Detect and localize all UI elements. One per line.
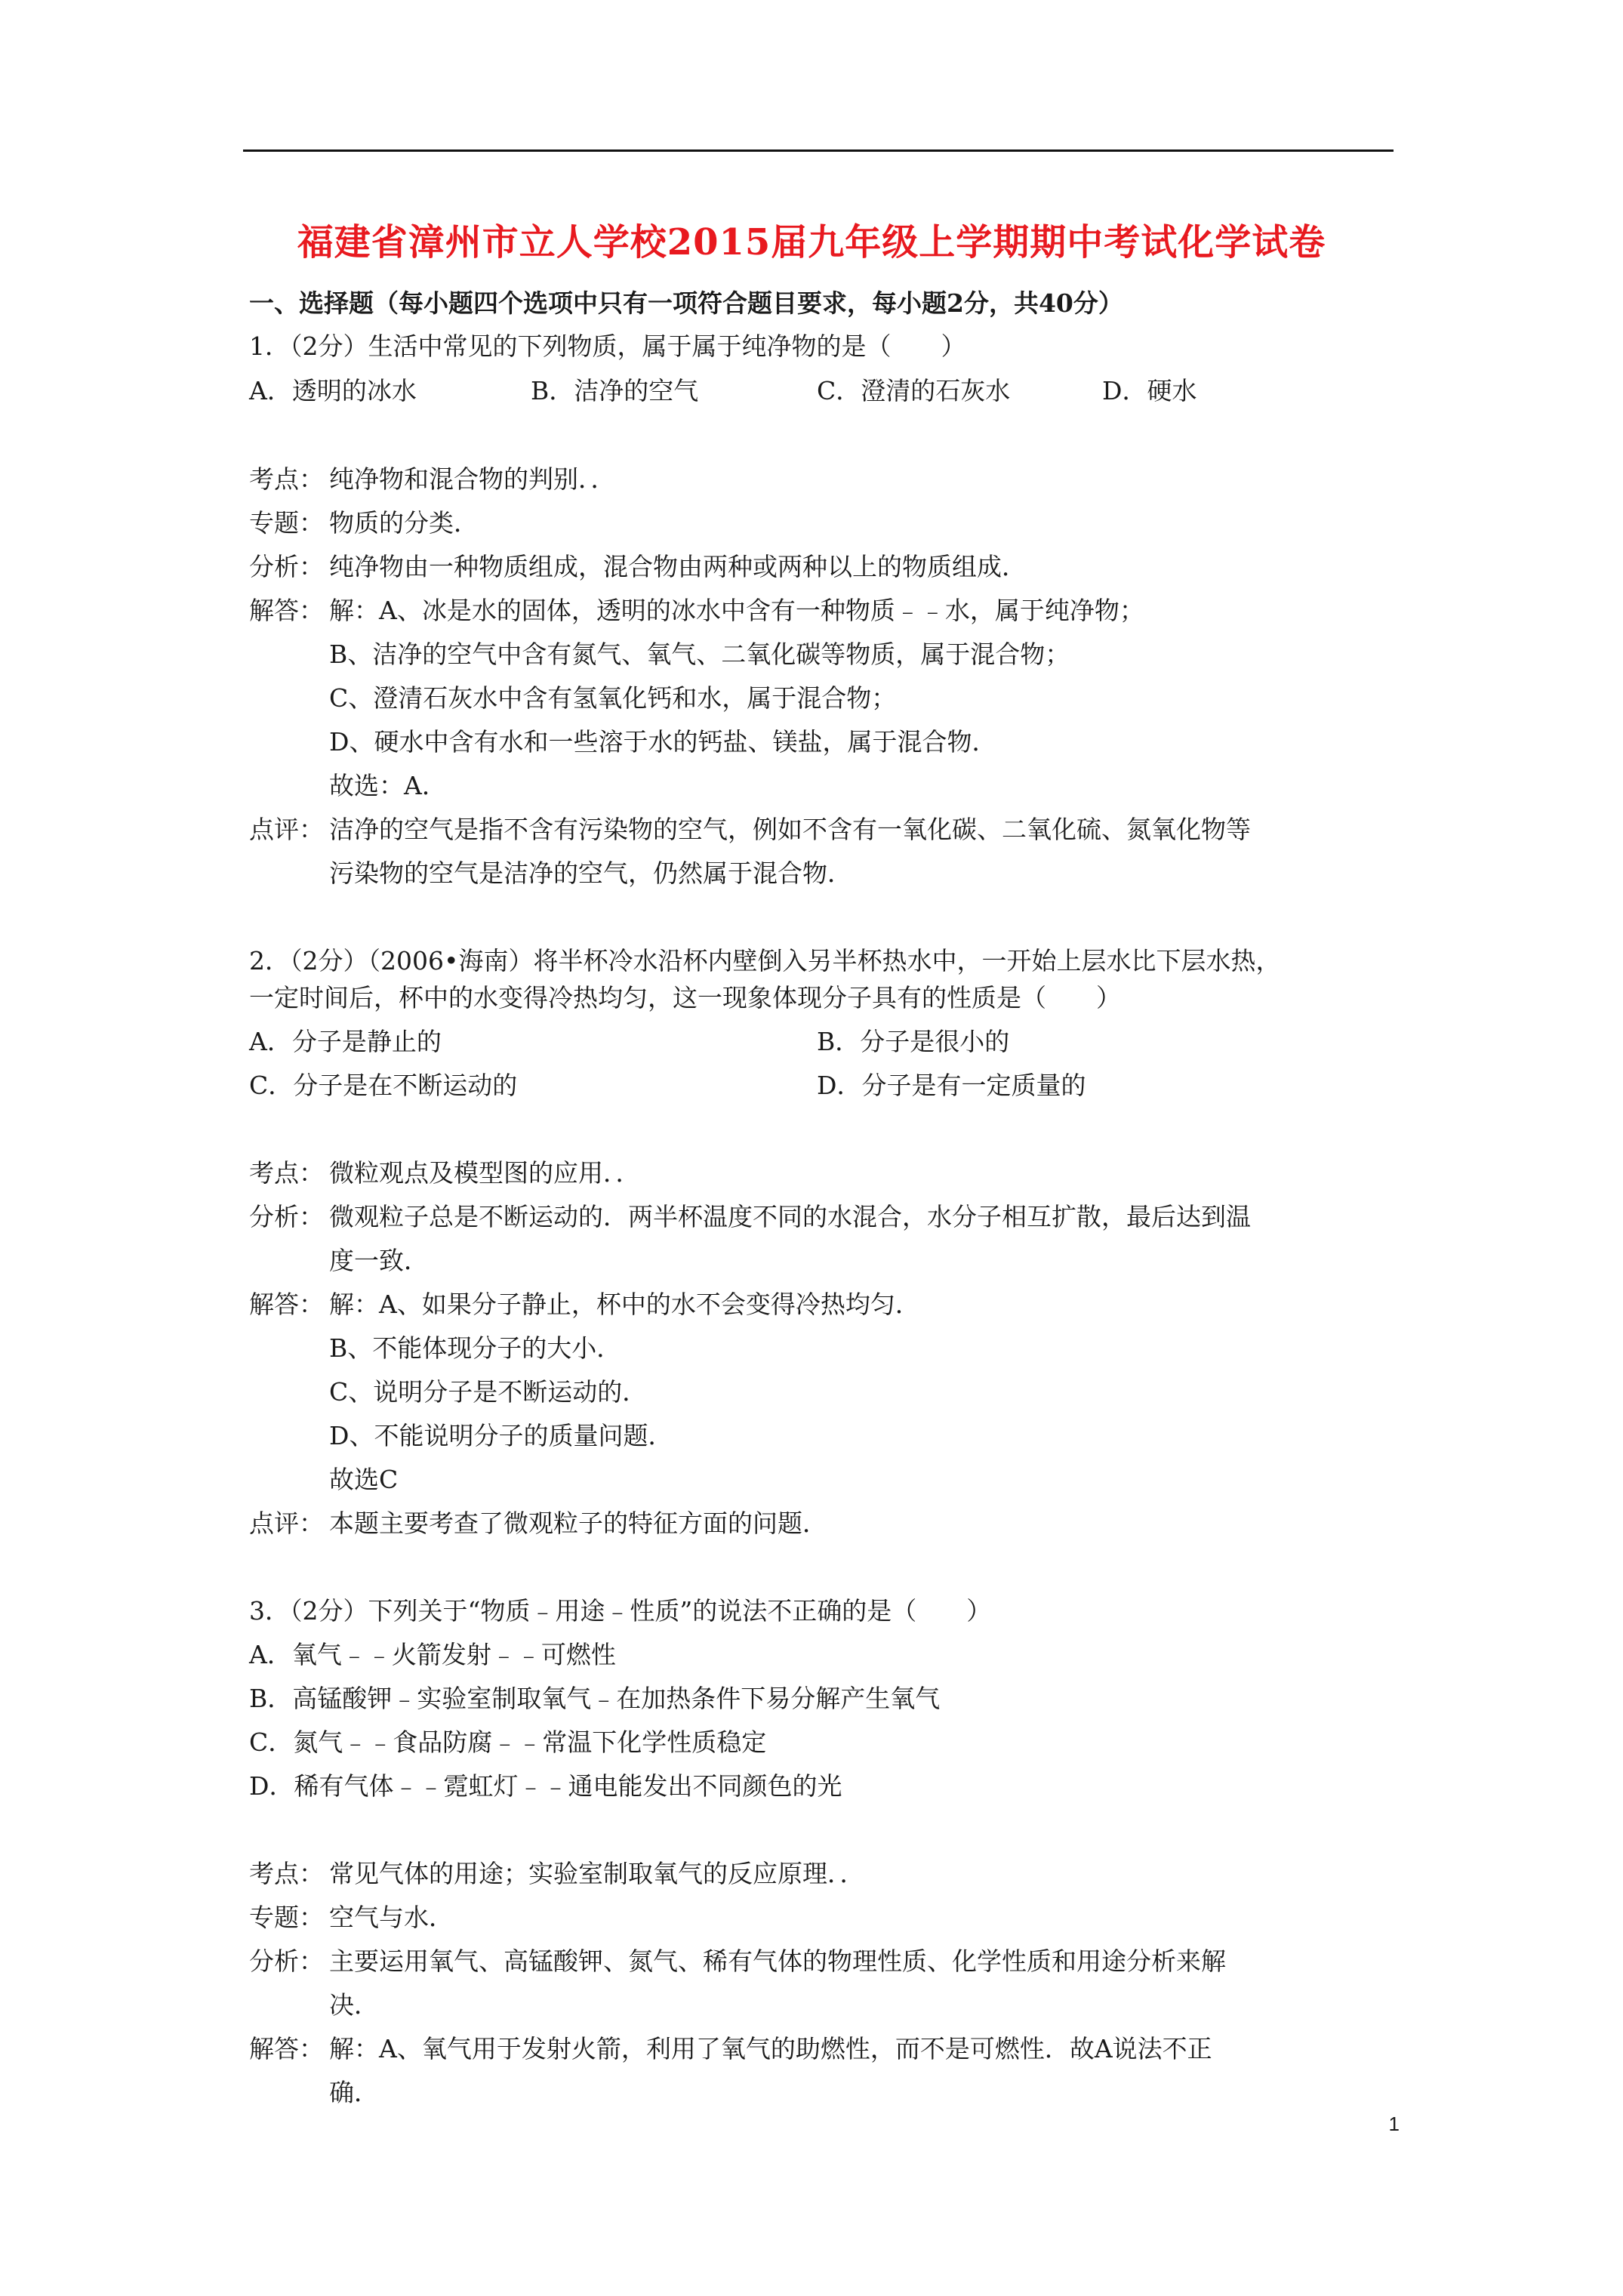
- page-title: 福建省漳州市立人学校2015届九年级上学期期中考试化学试卷: [297, 221, 1326, 264]
- q2-dianping: 点评： 本题主要考查了微观粒子的特征方面的问题．: [249, 1509, 827, 1538]
- q2-kaodian: 考点： 微粒观点及模型图的应用．．: [249, 1158, 641, 1188]
- q1-dianping-cont: 污染物的空气是洁净的空气，仍然属于混合物．: [329, 858, 852, 888]
- section-heading: 一、选择题（每小题四个选项中只有一项符合题目要求，每小题2分，共40分）: [249, 288, 1123, 318]
- q2-answer: 故选C: [329, 1465, 399, 1494]
- q1-jieda-b: B、洁净的空气中含有氮气、氧气、二氧化碳等物质，属于混合物；: [329, 639, 1070, 669]
- q1-jieda: 解答： 解：A、冰是水的固体，透明的冰水中含有一种物质﹣﹣水，属于纯净物；: [249, 596, 1144, 625]
- q3-jieda: 解答： 解：A、氧气用于发射火箭，利用了氧气的助燃性，而不是可燃性．故A说法不正: [249, 2034, 1212, 2063]
- q2-jieda-b: B、不能体现分子的大小．: [329, 1333, 622, 1363]
- q2-stem: 2．（2分）（2006•海南）将半杯冷水沿杯内壁倒入另半杯热水中，一开始上层水比下层水热，: [249, 946, 1281, 975]
- q2-option-b: B．分子是很小的: [817, 1027, 1010, 1056]
- q2-fenxi-cont: 度一致．: [329, 1246, 429, 1275]
- q3-jieda-cont: 确．: [329, 2078, 379, 2107]
- q1-zhuanti: 专题： 物质的分类．: [249, 508, 479, 538]
- q1-option-c: C．澄清的石灰水: [817, 376, 1011, 405]
- q2-fenxi: 分析： 微观粒子总是不断运动的．两半杯温度不同的水混合，水分子相互扩散，最后达到温: [249, 1202, 1251, 1231]
- q1-kaodian: 考点： 纯净物和混合物的判别．．: [249, 464, 616, 494]
- q1-option-b: B．洁净的空气: [531, 376, 699, 405]
- q3-option-d: D．稀有气体﹣﹣霓虹灯﹣﹣通电能发出不同颜色的光: [249, 1771, 842, 1801]
- q3-option-b: B．高锰酸钾﹣实验室制取氧气﹣在加热条件下易分解产生氧气: [249, 1684, 941, 1713]
- q3-option-c: C．氮气﹣﹣食品防腐﹣﹣常温下化学性质稳定: [249, 1727, 767, 1757]
- header-rule: [243, 149, 1394, 152]
- q3-fenxi-cont: 决．: [329, 1990, 379, 2020]
- q2-stem-cont: 一定时间后，杯中的水变得冷热均匀，这一现象体现分子具有的性质是（ ）: [249, 983, 1121, 1012]
- q1-jieda-d: D、硬水中含有水和一些溶于水的钙盐、镁盐，属于混合物．: [329, 727, 997, 757]
- q3-stem: 3．（2分）下列关于“物质﹣用途﹣性质”的说法不正确的是（ ）: [249, 1596, 992, 1626]
- q2-option-a: A．分子是静止的: [249, 1027, 442, 1056]
- q1-stem: 1．（2分）生活中常见的下列物质，属于属于纯净物的是（ ）: [249, 331, 966, 361]
- q1-jieda-c: C、澄清石灰水中含有氢氧化钙和水，属于混合物；: [329, 683, 897, 713]
- q3-option-a: A．氧气﹣﹣火箭发射﹣﹣可燃性: [249, 1640, 616, 1669]
- q1-option-d: D．硬水: [1102, 376, 1197, 405]
- q3-fenxi: 分析： 主要运用氧气、高锰酸钾、氮气、稀有气体的物理性质、化学性质和用途分析来解: [249, 1946, 1226, 1976]
- q1-option-a: A．透明的冰水: [249, 376, 417, 405]
- q1-answer: 故选：A．: [329, 771, 447, 800]
- q2-jieda: 解答： 解：A、如果分子静止，杯中的水不会变得冷热均匀．: [249, 1290, 920, 1319]
- q3-kaodian: 考点： 常见气体的用途；实验室制取氧气的反应原理．．: [249, 1859, 865, 1888]
- q1-fenxi: 分析： 纯净物由一种物质组成，混合物由两种或两种以上的物质组成．: [249, 552, 1027, 581]
- page-number: 1: [1388, 2113, 1400, 2135]
- q2-jieda-d: D、不能说明分子的质量问题．: [329, 1421, 673, 1450]
- q3-zhuanti: 专题： 空气与水．: [249, 1903, 454, 1932]
- q2-option-d: D．分子是有一定质量的: [817, 1071, 1086, 1100]
- q2-option-c: C．分子是在不断运动的: [249, 1071, 518, 1100]
- q2-jieda-c: C、说明分子是不断运动的．: [329, 1377, 648, 1407]
- q1-dianping: 点评： 洁净的空气是指不含有污染物的空气，例如不含有一氧化碳、二氧化硫、氮氧化物等: [249, 815, 1251, 844]
